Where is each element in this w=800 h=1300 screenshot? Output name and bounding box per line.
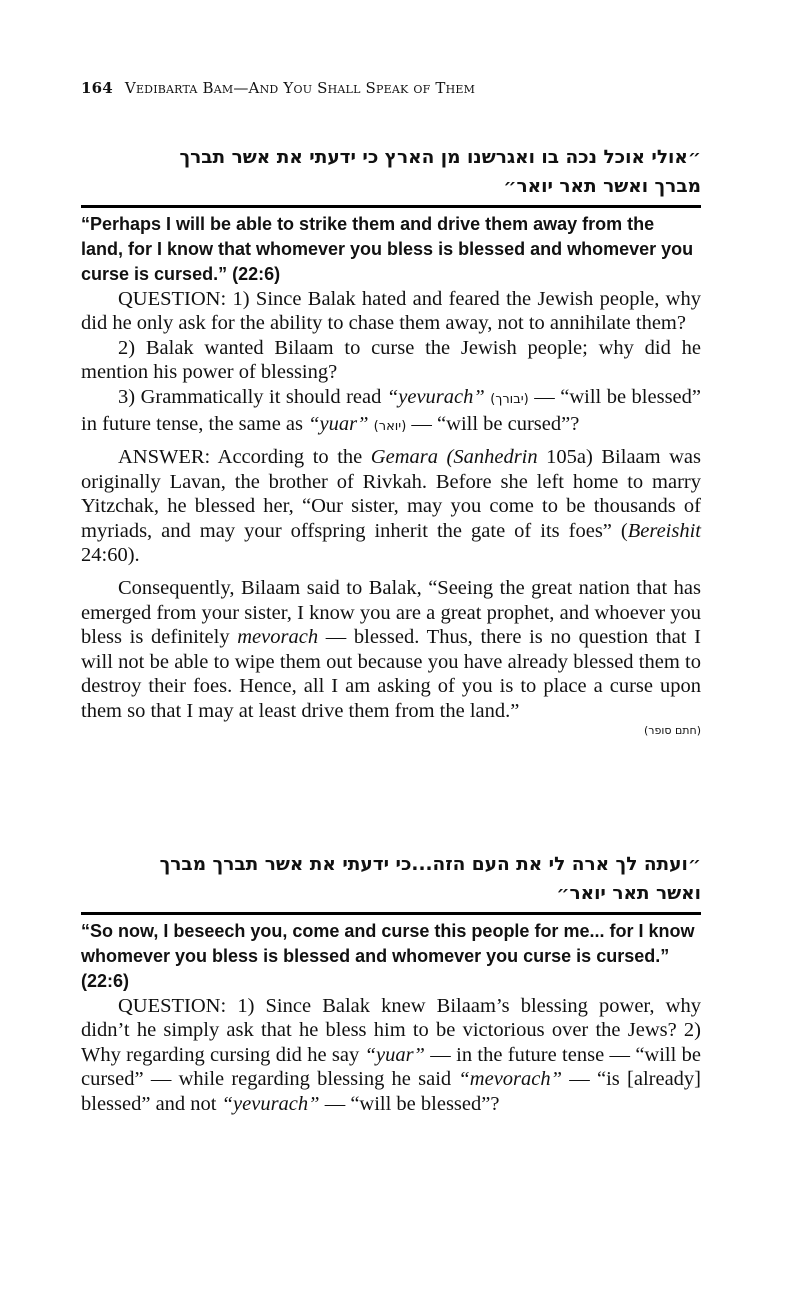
hebrew-verse-line-1: ״ועתה לך ארה לי את העם הזה...כי ידעתי את אשר תברך מברך [159, 854, 701, 875]
hebrew-verse-line-2: ואשר תאר יואר״ [556, 883, 701, 904]
question-3: 3) Grammatically it should read “yevurach” (יבורך) — “will be blessed” in future tense, the same as “yuar” (יואר) — “will be cursed”? [81, 385, 701, 436]
section-1 [81, 143, 701, 738]
source-citation: (חתם סופר) [643, 723, 701, 737]
question-1: QUESTION: 1) Since Balak hated and feared the Jewish people, why did he only ask for the ability to chase them away, not to annihilate them? [81, 288, 701, 335]
verse-translation: “So now, I beseech you, come and curse this people for me... for I know whomever you bless is blessed and whomever you curse is cursed.” (22:6) [81, 921, 695, 991]
answer-paragraph: ANSWER: According to the Gemara (Sanhedrin 105a) Bilaam was originally Lavan, the brother of Rivkah. Before she left home to marry Yitzchak, he blessed her, “Our sister, may you come to be thousands of myriads, and may your offspring inherit the gate of its foes” (Bereishit 24:60). [81, 446, 702, 567]
question-2: 2) Balak wanted Bilaam to curse the Jewish people; why did he mention his power of blessing? [81, 336, 701, 384]
divider-rule [81, 205, 701, 208]
hebrew-verse-line-1: ״אולי אוכל נכה בו ואגרשנו מן הארץ כי ידעתי את אשר תברך [179, 147, 701, 168]
divider-rule [81, 912, 701, 915]
question-paragraph: QUESTION: 1) Since Balak knew Bilaam’s blessing power, why didn’t he simply ask that he bless him to be victorious over the Jews? 2) Why regarding cursing did he say “yuar” — in the future tense — “will be cursed” — while regarding blessing he said “mevorach” — “is [already] blessed” and not “yevurach” — “will be blessed”? [81, 995, 701, 1115]
hebrew-verse-line-2: מברך ואשר תאר יואר״ [503, 176, 701, 197]
verse-translation: “Perhaps I will be able to strike them and drive them away from the land, for I know that whomever you bless is blessed and whomever you curse is cursed.” (22:6) [81, 214, 694, 284]
running-title: Vedibarta Bam—And You Shall Speak of Them [124, 79, 476, 97]
running-head [81, 79, 475, 97]
page-number: 164 [81, 79, 113, 97]
section-2 [81, 850, 701, 1116]
consequently-paragraph: Consequently, Bilaam said to Balak, “Seeing the great nation that has emerged from your sister, I know you are a great prophet, and whoever you bless is definitely mevorach — blessed. Thus, there is no question that I will not be able to wipe them out because you have already blessed them to destroy their foes. Hence, all I am asking of you is to place a curse upon them so that I may at least drive them from the land.” [81, 577, 701, 722]
